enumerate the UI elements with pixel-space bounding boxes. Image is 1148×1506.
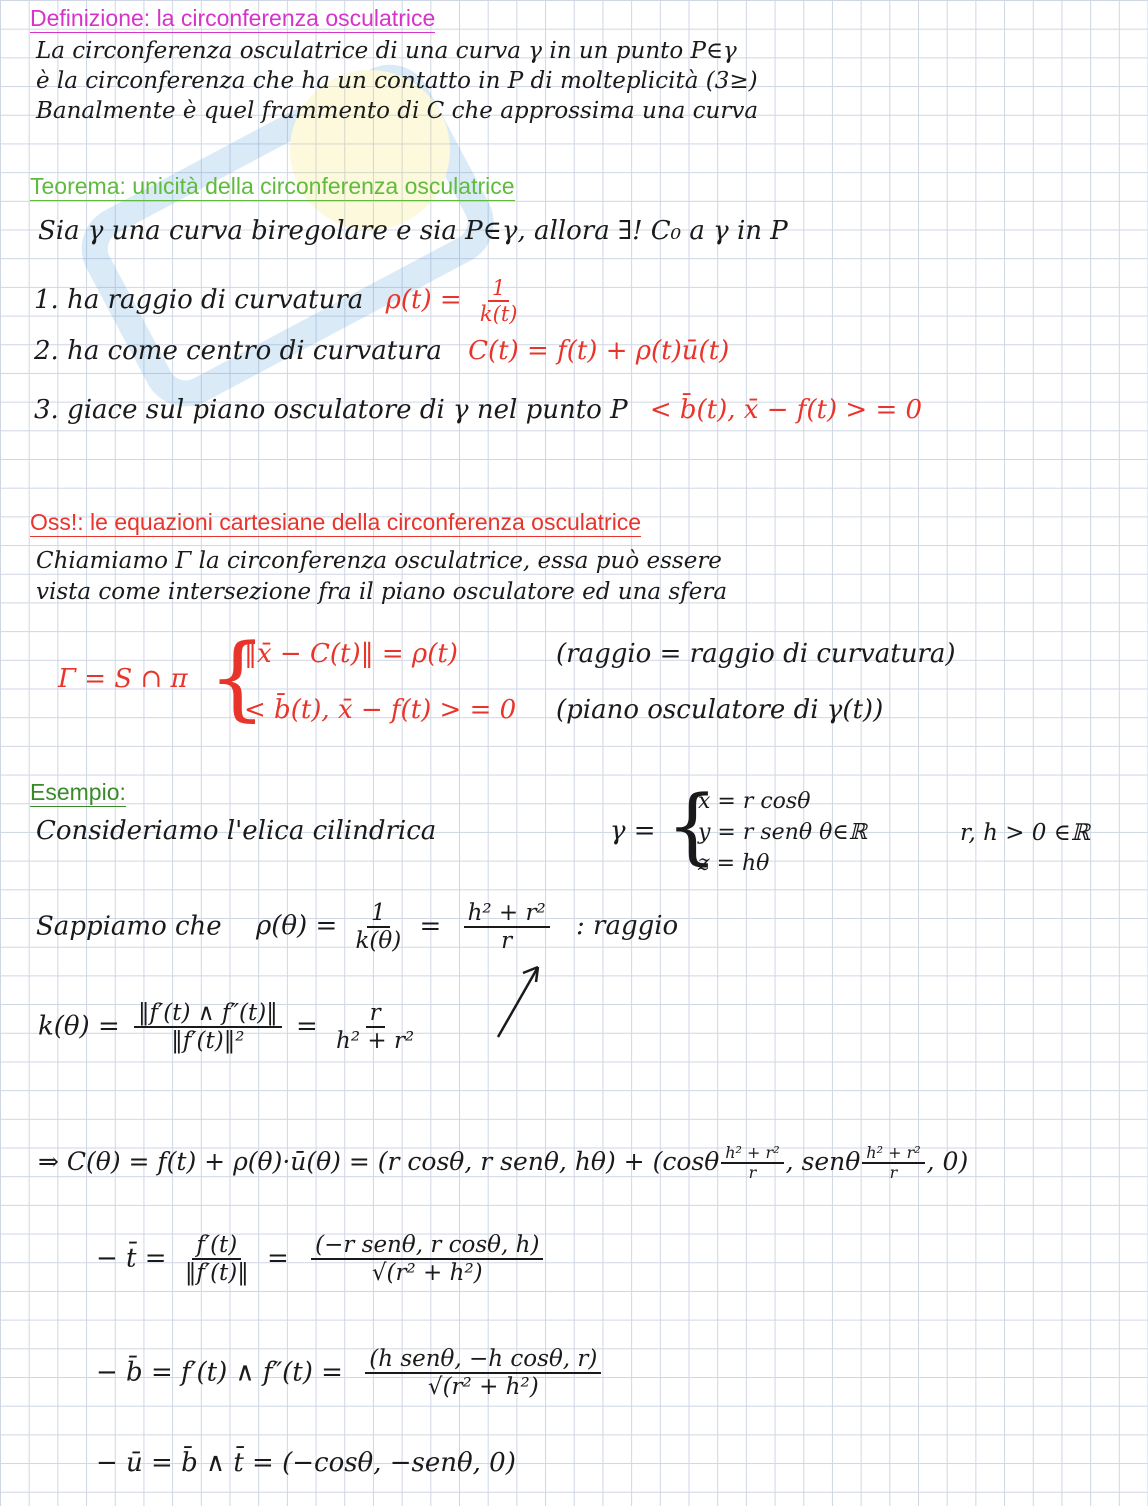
k-eq: = [295, 1011, 318, 1042]
center-frac-1-den: r [748, 1163, 757, 1183]
rho-lhs: ρ(t) = [385, 285, 462, 316]
rho-example-den-1: k(θ) [355, 928, 402, 955]
k-lhs: k(θ) = [38, 1011, 120, 1042]
plane-formula: < b̄(t), x̄ − f(t) > = 0 [649, 395, 923, 425]
know-text: Sappiamo che [36, 911, 222, 942]
oss-lhs: Γ = S ∩ π [58, 664, 188, 694]
k-frac-2 [332, 1000, 418, 1055]
theorem-item-1 [34, 276, 527, 326]
oss-eq-1-note: (raggio = raggio di curvatura) [556, 639, 956, 669]
rho-example-line [36, 900, 678, 955]
rho-example-num-1: 1 [367, 900, 390, 928]
b-num: (h senθ, −h cosθ, r) [365, 1346, 601, 1374]
rho-example-eq: = [419, 911, 442, 942]
oss-brace: { [208, 624, 267, 731]
oss-eq-1: ‖x̄ − C(t)‖ = ρ(t) [244, 639, 458, 669]
rho-example-num-2: h² + r² [464, 900, 550, 928]
rho-example-lhs: ρ(θ) = [255, 911, 338, 942]
rho-fraction [476, 276, 522, 326]
theorem-intro: Sia γ una curva biregolare e sia P∈γ, allora ∃! C₀ a γ in P [38, 216, 788, 246]
rho-example-frac-1 [352, 900, 406, 955]
center-frac-2-num: h² + r² [862, 1144, 924, 1164]
oss-eq-2-note: (piano osculatore di γ(t)) [556, 695, 884, 725]
rho-example-den-2: r [501, 928, 513, 955]
t-num-1: f′(t) [192, 1232, 241, 1260]
t-num-2: (−r senθ, r cosθ, h) [311, 1232, 543, 1260]
center-example-main: ⇒ C(θ) = f(t) + ρ(θ)·ū(θ) = (r cosθ, r senθ, hθ) + (cosθ [38, 1146, 720, 1176]
rho-den: k(t) [479, 302, 518, 327]
k-den-1: ‖f′(t)‖² [171, 1028, 245, 1055]
item1-text: 1. ha raggio di curvatura [34, 285, 364, 316]
t-frac-2 [311, 1232, 543, 1287]
definition-heading: Definizione: la circonferenza osculatrice [30, 5, 436, 31]
b-lhs: − b̄ = f′(t) ∧ f″(t) = [96, 1357, 343, 1388]
helix-brace: { [666, 779, 719, 874]
t-frac-1 [181, 1232, 253, 1287]
t-lhs: − t̄ = [96, 1243, 167, 1274]
curvature-line [38, 1000, 424, 1055]
t-den-1: ‖f′(t)‖ [184, 1260, 249, 1287]
theorem-heading: Teorema: unicità della circonferenza osculatrice [30, 173, 515, 199]
rho-num: 1 [488, 276, 509, 302]
center-example-frac-2 [862, 1144, 924, 1183]
k-frac-1 [134, 1000, 282, 1055]
helix-x: x = r cosθ [698, 789, 811, 814]
definition-line-1: La circonferenza osculatrice di una curva γ in un punto P∈γ [36, 38, 737, 64]
oss-eq-2: < b̄(t), x̄ − f(t) > = 0 [244, 695, 517, 725]
center-frac-2-den: r [889, 1163, 898, 1183]
theorem-item-3 [34, 393, 922, 427]
k-num-2: r [366, 1000, 385, 1028]
definition-line-3: Banalmente è quel frammento di C che approssima una curva [36, 98, 759, 124]
example-heading: Esempio: [30, 779, 126, 805]
center-formula: C(t) = f(t) + ρ(t)ū(t) [468, 336, 730, 366]
rho-example-label: : raggio [575, 911, 679, 942]
theorem-item-2 [34, 334, 729, 368]
tangent-line [96, 1232, 549, 1287]
item2-text: 2. ha come centro di curvatura [34, 336, 442, 366]
helix-params: r, h > 0 ∈ℝ [960, 820, 1090, 846]
k-num-1: ‖f′(t) ∧ f″(t)‖ [134, 1000, 282, 1028]
rho-example-frac-2 [464, 900, 550, 955]
normal-line: − ū = b̄ ∧ t̄ = (−cosθ, −senθ, 0) [96, 1448, 516, 1478]
center-example-end: , 0) [926, 1146, 969, 1176]
definition-line-2: è la circonferenza che ha un contatto in P di molteplicità (3≥) [36, 68, 758, 94]
example-intro: Consideriamo l'elica cilindrica [36, 816, 437, 846]
center-example-line [38, 1144, 968, 1183]
oss-line-2: vista come intersezione fra il piano osculatore ed una sfera [36, 579, 728, 605]
arrow-icon [490, 955, 550, 1045]
helix-system [698, 786, 867, 879]
center-example-frac-1 [721, 1144, 783, 1183]
helix-z: z = hθ [698, 851, 770, 876]
b-frac [365, 1346, 601, 1401]
k-den-2: h² + r² [336, 1028, 415, 1055]
center-frac-1-num: h² + r² [721, 1144, 783, 1164]
b-den: √(r² + h²) [427, 1374, 539, 1401]
oss-line-1: Chiamiamo Γ la circonferenza osculatrice, essa può essere [36, 548, 722, 574]
gamma-lhs: γ = [610, 816, 656, 846]
t-den-2: √(r² + h²) [371, 1260, 483, 1287]
center-example-mid: , senθ [785, 1146, 861, 1176]
item3-text: 3. giace sul piano osculatore di γ nel punto P [34, 395, 628, 425]
helix-y: y = r senθ θ∈ℝ [698, 820, 867, 845]
rho-formula [385, 276, 528, 327]
binormal-line [96, 1346, 607, 1401]
oss-heading: Oss!: le equazioni cartesiane della circonferenza osculatrice [30, 509, 642, 535]
t-eq: = [267, 1243, 289, 1274]
